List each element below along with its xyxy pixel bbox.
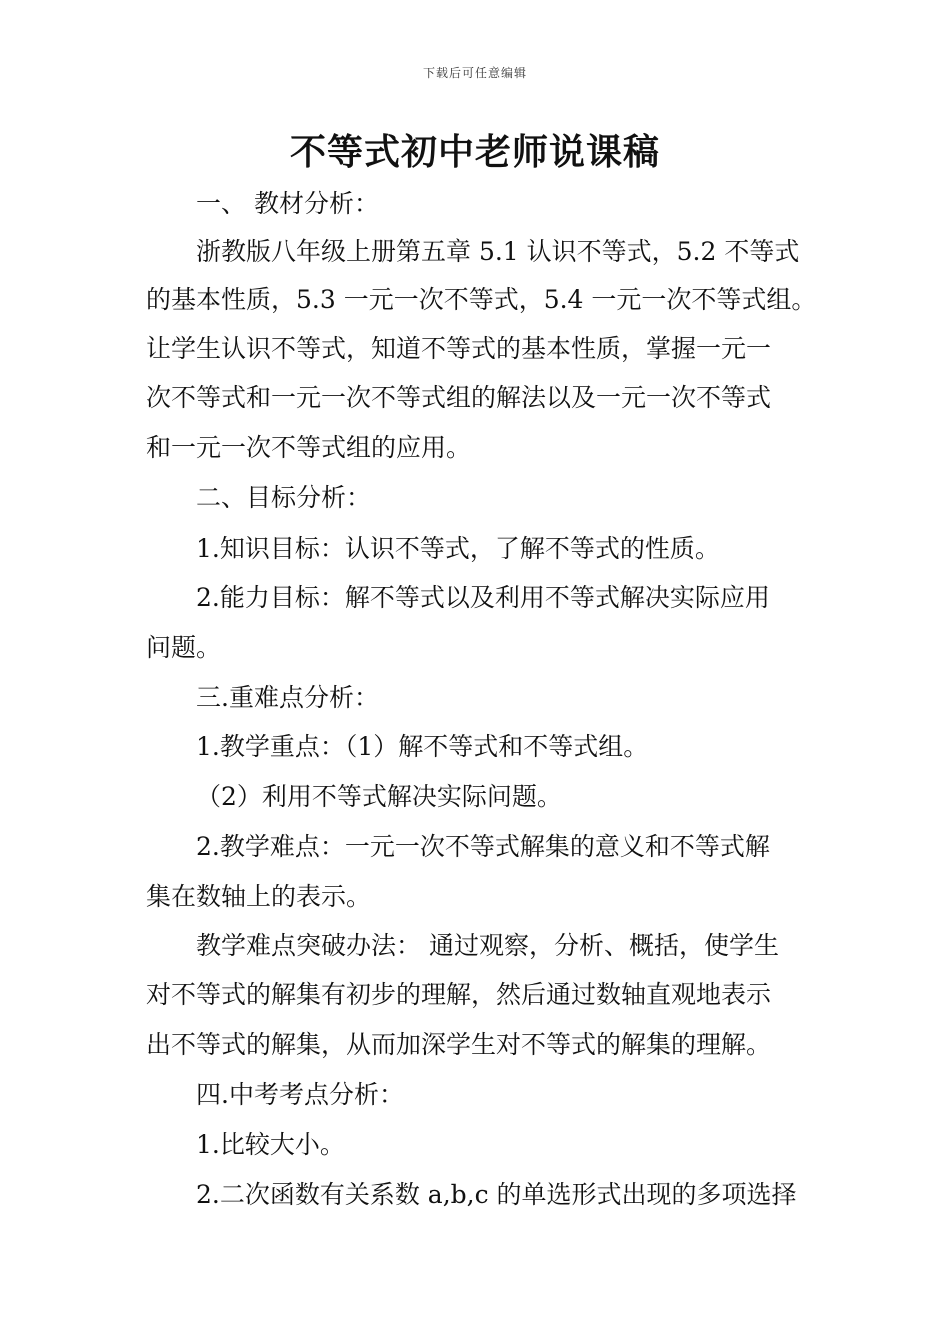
list-item-continuation: 问题。 [146, 633, 222, 662]
list-item: 1.知识目标：认识不等式，了解不等式的性质。 [196, 534, 720, 563]
paragraph-line: 和一元一次不等式组的应用。 [146, 433, 472, 462]
list-item: （2）利用不等式解决实际问题。 [196, 782, 562, 811]
paragraph-line: 对不等式的解集有初步的理解，然后通过数轴直观地表示 [146, 980, 772, 1009]
section-heading-goal-analysis: 二、目标分析： [196, 483, 372, 512]
list-item: 1.比较大小。 [196, 1130, 345, 1159]
paragraph-line: 浙教版八年级上册第五章 5.1 认识不等式，5.2 不等式 [196, 237, 800, 266]
paragraph-line: 的基本性质，5.3 一元一次不等式，5.4 一元一次不等式组。 [146, 285, 817, 314]
list-item-continuation: 集在数轴上的表示。 [146, 882, 372, 911]
list-item: 2.二次函数有关系数 a,b,c 的单选形式出现的多项选择 [196, 1180, 797, 1209]
document-title: 不等式初中老师说课稿 [289, 131, 660, 173]
paragraph-line: 教学难点突破办法： 通过观察，分析、概括，使学生 [196, 931, 779, 960]
paragraph-line: 出不等式的解集，从而加深学生对不等式的解集的理解。 [146, 1030, 772, 1059]
section-heading-key-points: 三.重难点分析： [196, 683, 379, 712]
section-heading-textbook-analysis: 一、 教材分析： [196, 189, 379, 218]
list-item: 1.教学重点：（1）解不等式和不等式组。 [196, 732, 649, 761]
section-heading-exam-points: 四.中考考点分析： [196, 1080, 404, 1109]
paragraph-line: 让学生认识不等式，知道不等式的基本性质，掌握一元一 [146, 334, 772, 363]
header-note: 下载后可任意编辑 [422, 66, 527, 80]
paragraph-line: 次不等式和一元一次不等式组的解法以及一元一次不等式 [146, 383, 772, 412]
list-item: 2.教学难点：一元一次不等式解集的意义和不等式解 [196, 832, 770, 861]
list-item: 2.能力目标：解不等式以及利用不等式解决实际应用 [196, 583, 770, 612]
